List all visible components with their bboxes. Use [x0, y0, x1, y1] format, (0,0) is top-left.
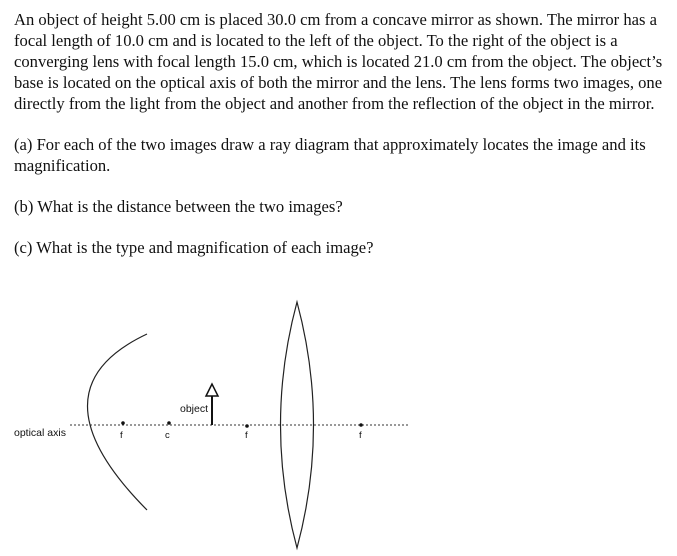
- mirror-center-point: [167, 421, 171, 425]
- lens-focal-left-label: f: [245, 430, 248, 441]
- optics-diagram: [0, 290, 677, 556]
- lens-focal-point-left: [245, 424, 249, 428]
- optical-axis-label: optical axis: [14, 427, 66, 439]
- lens-focal-right-label: f: [359, 430, 362, 441]
- question-part-b: (b) What is the distance between the two images?: [14, 197, 343, 216]
- object-label: object: [180, 403, 209, 415]
- mirror-center-label: c: [165, 430, 170, 441]
- question-part-a: (a) For each of the two images draw a ray diagram that approximately locates the image and its magnification.: [14, 135, 646, 175]
- mirror-focal-label: f: [120, 430, 123, 441]
- converging-lens: [281, 302, 314, 548]
- question-part-c: (c) What is the type and magnification of each image?: [14, 238, 374, 257]
- problem-statement: [14, 9, 664, 278]
- object-arrow-head: [206, 384, 218, 396]
- problem-intro: An object of height 5.00 cm is placed 30.0 cm from a concave mirror as shown. The mirror has a focal length of 10.0 cm and is located to the left of the object. To the right of the object is a converging lens with focal length 15.0 cm, which is located 21.0 cm from the object. The object’s base is located on the optical axis of both the mirror and the lens. The lens forms two images, one directly from the light from the object and another from the reflection of the object in the mirror.: [14, 10, 663, 113]
- optics-diagram-svg: [0, 290, 677, 556]
- lens-focal-point-right: [359, 423, 363, 427]
- mirror-focal-point: [121, 421, 125, 425]
- concave-mirror: [88, 334, 148, 510]
